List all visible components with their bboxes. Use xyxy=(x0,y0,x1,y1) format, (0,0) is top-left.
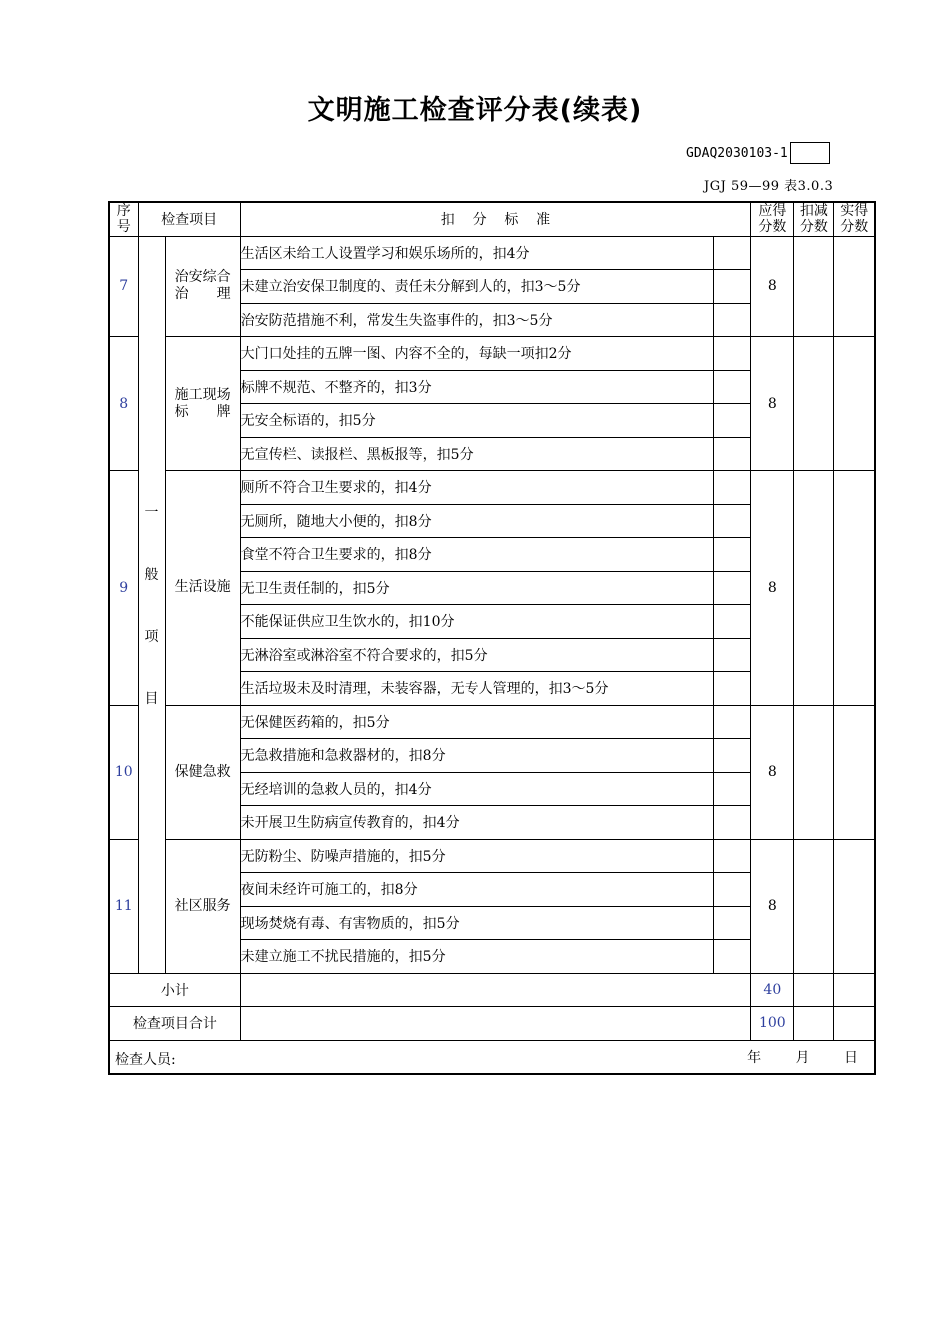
criteria-text: 无经培训的急救人员的，扣4分 xyxy=(240,772,714,806)
section-number: 10 xyxy=(109,705,138,839)
criteria-deduction-cell[interactable] xyxy=(714,538,751,572)
category-char: 目 xyxy=(144,690,159,707)
form-code-box[interactable] xyxy=(790,142,830,164)
category-general-items xyxy=(138,236,165,973)
date-label: 年 月 日 xyxy=(747,1050,858,1066)
criteria-text: 治安防范措施不利，常发生失盗事件的，扣3～5分 xyxy=(240,303,714,337)
criteria-text: 无卫生责任制的，扣5分 xyxy=(240,571,714,605)
criteria-row xyxy=(109,705,875,739)
header-criteria-text: 扣 分 标 准 xyxy=(440,212,551,229)
section-name-line2: 治 理 xyxy=(174,286,231,303)
header-deduct-line2: 分数 xyxy=(799,219,828,236)
criteria-deduction-cell[interactable] xyxy=(714,437,751,471)
header-actual-score xyxy=(834,202,875,236)
criteria-deduction-cell[interactable] xyxy=(714,873,751,907)
category-text xyxy=(139,502,165,708)
criteria-text: 食堂不符合卫生要求的，扣8分 xyxy=(240,538,714,572)
section-number: 9 xyxy=(109,471,138,706)
total-blank[interactable] xyxy=(240,1007,751,1041)
criteria-text: 夜间未经许可施工的，扣8分 xyxy=(240,873,714,907)
criteria-deduction-cell[interactable] xyxy=(714,303,751,337)
section-name-line1: 生活设施 xyxy=(174,579,231,596)
section-number: 7 xyxy=(109,236,138,337)
criteria-deduction-cell[interactable] xyxy=(714,705,751,739)
subtotal-actual-cell[interactable] xyxy=(834,973,875,1007)
criteria-deduction-cell[interactable] xyxy=(714,906,751,940)
inspector-label: 检查人员: xyxy=(115,1051,176,1068)
section-name-line1: 社区服务 xyxy=(174,897,231,914)
criteria-text: 大门口处挂的五牌一图、内容不全的，每缺一项扣2分 xyxy=(240,337,714,371)
criteria-row xyxy=(109,337,875,371)
section-actual-score[interactable] xyxy=(834,839,875,973)
section-due-score: 8 xyxy=(751,705,794,839)
criteria-deduction-cell[interactable] xyxy=(714,370,751,404)
header-seq-line2: 号 xyxy=(116,219,131,236)
section-name-line1: 施工现场 xyxy=(174,386,231,403)
criteria-deduction-cell[interactable] xyxy=(714,236,751,270)
category-char: 一 xyxy=(144,504,159,521)
criteria-text: 生活垃圾未及时清理，未装容器，无专人管理的，扣3～5分 xyxy=(240,672,714,706)
section-name xyxy=(165,471,240,706)
header-due-line1: 应得 xyxy=(758,203,787,220)
section-due-score: 8 xyxy=(751,337,794,471)
criteria-deduction-cell[interactable] xyxy=(714,504,751,538)
section-name xyxy=(165,839,240,973)
criteria-deduction-cell[interactable] xyxy=(714,337,751,371)
criteria-text: 无淋浴室或淋浴室不符合要求的，扣5分 xyxy=(240,638,714,672)
score-table xyxy=(108,201,876,1075)
form-code: GDAQ2030103-1 xyxy=(686,145,788,161)
section-number: 8 xyxy=(109,337,138,471)
criteria-text: 无急救措施和急救器材的，扣8分 xyxy=(240,739,714,773)
header-criteria xyxy=(240,202,751,236)
total-label: 检查项目合计 xyxy=(109,1007,240,1041)
criteria-deduction-cell[interactable] xyxy=(714,571,751,605)
criteria-row xyxy=(109,471,875,505)
section-deduct-score[interactable] xyxy=(794,705,834,839)
section-deduct-score[interactable] xyxy=(794,337,834,471)
header-seq-line1: 序 xyxy=(116,203,131,220)
section-actual-score[interactable] xyxy=(834,705,875,839)
criteria-text: 无安全标语的，扣5分 xyxy=(240,404,714,438)
criteria-deduction-cell[interactable] xyxy=(714,739,751,773)
criteria-deduction-cell[interactable] xyxy=(714,270,751,304)
section-name xyxy=(165,705,240,839)
header-row xyxy=(109,202,875,236)
section-deduct-score[interactable] xyxy=(794,236,834,337)
section-deduct-score[interactable] xyxy=(794,839,834,973)
criteria-text: 未建立治安保卫制度的、责任未分解到人的，扣3～5分 xyxy=(240,270,714,304)
criteria-deduction-cell[interactable] xyxy=(714,672,751,706)
header-deduct-score xyxy=(794,202,834,236)
criteria-text: 未建立施工不扰民措施的，扣5分 xyxy=(240,940,714,974)
total-row xyxy=(109,1007,875,1041)
total-actual-cell[interactable] xyxy=(834,1007,875,1041)
subtotal-score: 40 xyxy=(751,973,794,1007)
header-seq xyxy=(109,202,138,236)
section-name-line1: 治安综合 xyxy=(174,269,231,286)
criteria-deduction-cell[interactable] xyxy=(714,605,751,639)
subtotal-row xyxy=(109,973,875,1007)
section-actual-score[interactable] xyxy=(834,337,875,471)
header-item: 检查项目 xyxy=(138,202,240,236)
header-due-score xyxy=(751,202,794,236)
section-deduct-score[interactable] xyxy=(794,471,834,706)
section-name xyxy=(165,236,240,337)
criteria-text: 无保健医药箱的，扣5分 xyxy=(240,705,714,739)
criteria-text: 现场焚烧有毒、有害物质的，扣5分 xyxy=(240,906,714,940)
subtotal-deduct-cell[interactable] xyxy=(794,973,834,1007)
header-deduct-line1: 扣减 xyxy=(799,203,828,220)
section-name-line2: 标 牌 xyxy=(174,403,231,420)
category-char: 项 xyxy=(144,628,159,645)
criteria-deduction-cell[interactable] xyxy=(714,638,751,672)
category-char: 般 xyxy=(144,566,159,583)
criteria-deduction-cell[interactable] xyxy=(714,772,751,806)
criteria-text: 未开展卫生防病宣传教育的，扣4分 xyxy=(240,806,714,840)
criteria-text: 生活区未给工人设置学习和娱乐场所的，扣4分 xyxy=(240,236,714,270)
criteria-text: 无宣传栏、读报栏、黑板报等，扣5分 xyxy=(240,437,714,471)
signature-row xyxy=(109,1040,875,1074)
section-actual-score[interactable] xyxy=(834,471,875,706)
header-due-line2: 分数 xyxy=(758,219,787,236)
header-actual-line2: 分数 xyxy=(840,219,869,236)
section-due-score: 8 xyxy=(751,471,794,706)
criteria-row xyxy=(109,839,875,873)
section-number: 11 xyxy=(109,839,138,973)
form-code-row xyxy=(686,142,830,164)
section-actual-score[interactable] xyxy=(834,236,875,337)
section-due-score: 8 xyxy=(751,236,794,337)
signature-area[interactable] xyxy=(109,1040,875,1074)
criteria-text: 厕所不符合卫生要求的，扣4分 xyxy=(240,471,714,505)
criteria-text: 无防粉尘、防噪声措施的，扣5分 xyxy=(240,839,714,873)
section-name-line1: 保健急救 xyxy=(174,763,231,780)
criteria-deduction-cell[interactable] xyxy=(714,404,751,438)
subtotal-label: 小计 xyxy=(109,973,240,1007)
form-title: 文明施工检查评分表(续表) xyxy=(307,95,643,126)
criteria-row xyxy=(109,236,875,270)
standard-reference: JGJ 59—99 表3.0.3 xyxy=(704,179,834,194)
criteria-text: 标牌不规范、不整齐的，扣3分 xyxy=(240,370,714,404)
total-score: 100 xyxy=(751,1007,794,1041)
criteria-text: 不能保证供应卫生饮水的，扣10分 xyxy=(240,605,714,639)
criteria-deduction-cell[interactable] xyxy=(714,940,751,974)
section-due-score: 8 xyxy=(751,839,794,973)
criteria-deduction-cell[interactable] xyxy=(714,839,751,873)
total-deduct-cell[interactable] xyxy=(794,1007,834,1041)
criteria-deduction-cell[interactable] xyxy=(714,471,751,505)
criteria-text: 无厕所，随地大小便的，扣8分 xyxy=(240,504,714,538)
criteria-deduction-cell[interactable] xyxy=(714,806,751,840)
header-actual-line1: 实得 xyxy=(840,203,869,220)
section-name xyxy=(165,337,240,471)
subtotal-blank[interactable] xyxy=(240,973,751,1007)
